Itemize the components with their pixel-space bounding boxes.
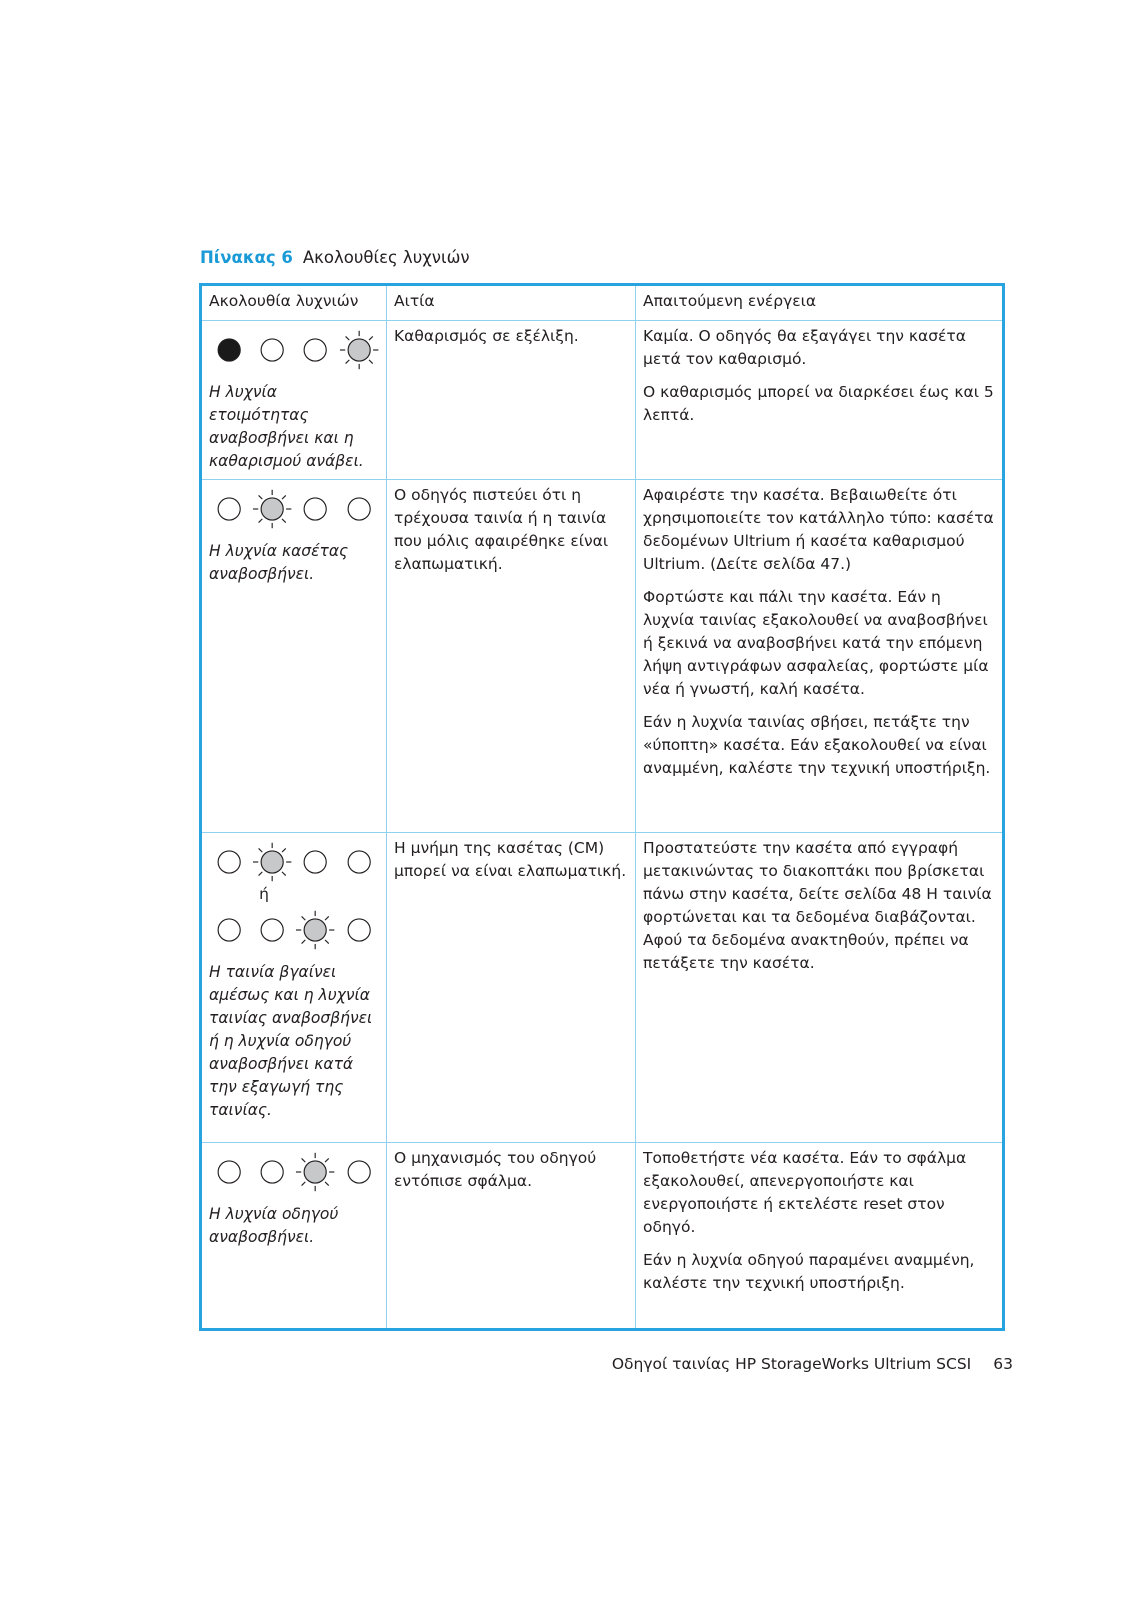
led-off-icon	[209, 1151, 249, 1193]
led-row	[209, 841, 379, 883]
led-description: Η λυχνία κασέτας αναβοσβήνει.	[209, 542, 349, 583]
led-description: Η λυχνία ετοιμότητας αναβοσβήνει και η καθαρισμού ανάβει.	[209, 383, 364, 470]
led-patterns	[209, 841, 379, 951]
led-flashing-icon	[295, 909, 335, 951]
action-cell	[636, 480, 1004, 833]
action-paragraph: Αφαιρέστε την κασέτα. Βεβαιωθείτε ότι χρησιμοποιείτε τον κατάλληλο τύπο: κασέτα δεδομένων Ultrium ή κασέτα καθαρισμού Ultrium. (Δείτε σελίδα 47.)	[643, 486, 994, 573]
led-off-icon	[209, 488, 249, 530]
table-number: Πίνακας 6	[200, 248, 293, 267]
led-sequence-cell	[201, 321, 387, 480]
cause-cell: Ο μηχανισμός του οδηγού εντόπισε σφάλμα.	[387, 1143, 636, 1330]
or-label: ή	[259, 885, 269, 903]
table-title: Ακολουθίες λυχνιών	[302, 248, 470, 267]
page-number: 63	[993, 1355, 1013, 1373]
led-off-icon	[339, 488, 379, 530]
cause-cell: Καθαρισμός σε εξέλιξη.	[387, 321, 636, 480]
led-row	[209, 909, 379, 951]
led-off-icon	[252, 329, 292, 371]
led-off-icon	[339, 909, 379, 951]
action-paragraph: Ο καθαρισμός μπορεί να διαρκέσει έως και 5 λεπτά.	[643, 383, 994, 424]
led-solid-icon	[209, 329, 249, 371]
led-flashing-icon	[252, 488, 292, 530]
led-off-icon	[295, 329, 335, 371]
action-cell	[636, 1143, 1004, 1330]
footer-title: Οδηγοί ταινίας HP StorageWorks Ultrium SCSI	[611, 1355, 972, 1373]
action-paragraph: Εάν η λυχνία ταινίας σβήσει, πετάξτε την «ύποπτη» κασέτα. Εάν εξακολουθεί να είναι αναμμένη, καλέστε την τεχνική υποστήριξη.	[643, 713, 991, 777]
led-sequence-cell	[201, 1143, 387, 1330]
led-flashing-icon	[295, 1151, 335, 1193]
led-sequence-cell	[201, 480, 387, 833]
led-off-icon	[339, 841, 379, 883]
led-sequence-table	[199, 283, 1005, 1331]
table-header-row	[201, 285, 1004, 321]
led-patterns	[209, 1151, 379, 1193]
led-sequence-cell	[201, 833, 387, 1143]
led-off-icon	[209, 841, 249, 883]
page-footer	[612, 1355, 1013, 1373]
action-paragraph: Προστατεύστε την κασέτα από εγγραφή μετακινώντας το διακοπτάκι που βρίσκεται πάνω στην κασέτα, δείτε σελίδα 48 Η ταινία φορτώνεται και τα δεδομένα διαβάζονται. Αφού τα δεδομένα ανακτηθούν, πρέπει να πετάξετε την κασέτα.	[643, 839, 992, 972]
table-caption	[200, 247, 470, 269]
header-required-action: Απαιτούμενη ενέργεια	[636, 285, 1004, 321]
led-off-icon	[295, 841, 335, 883]
header-led-sequence: Ακολουθία λυχνιών	[201, 285, 387, 321]
led-description: Η ταινία βγαίνει αμέσως και η λυχνία ταινίας αναβοσβήνει ή η λυχνία οδηγού αναβοσβήνει κατά την εξαγωγή της ταινίας.	[209, 963, 373, 1119]
action-cell	[636, 321, 1004, 480]
table-row	[201, 480, 1004, 833]
led-patterns	[209, 488, 379, 530]
cause-cell: Ο οδηγός πιστεύει ότι η τρέχουσα ταινία ή η ταινία που μόλις αφαιρέθηκε είναι ελαπωματική.	[387, 480, 636, 833]
table-row	[201, 1143, 1004, 1330]
table-row	[201, 833, 1004, 1143]
led-off-icon	[252, 909, 292, 951]
table-row	[201, 321, 1004, 480]
led-description: Η λυχνία οδηγού αναβοσβήνει.	[209, 1205, 339, 1246]
led-off-icon	[295, 488, 335, 530]
header-cause: Αιτία	[387, 285, 636, 321]
led-row	[209, 329, 379, 371]
action-paragraph: Καμία. Ο οδηγός θα εξαγάγει την κασέτα μετά τον καθαρισμό.	[643, 327, 966, 368]
led-row	[209, 488, 379, 530]
action-cell	[636, 833, 1004, 1143]
led-off-icon	[209, 909, 249, 951]
led-off-icon	[252, 1151, 292, 1193]
led-patterns	[209, 329, 379, 371]
cause-cell: Η μνήμη της κασέτας (CM) μπορεί να είναι ελαπωματική.	[387, 833, 636, 1143]
action-paragraph: Τοποθετήστε νέα κασέτα. Εάν το σφάλμα εξακολουθεί, απενεργοποιήστε και ενεργοποιήστε ή εκτελέστε reset στον οδηγό.	[643, 1149, 967, 1236]
led-flashing-icon	[252, 841, 292, 883]
led-off-icon	[339, 1151, 379, 1193]
action-paragraph: Φορτώστε και πάλι την κασέτα. Εάν η λυχνία ταινίας εξακολουθεί να αναβοσβήνει ή ξεκινά να αναβοσβήνει κατά την επόμενη λήψη αντιγράφων ασφαλείας, φορτώστε μία νέα ή γνωστή, καλή κασέτα.	[643, 588, 989, 698]
action-paragraph: Εάν η λυχνία οδηγού παραμένει αναμμένη, καλέστε την τεχνική υποστήριξη.	[643, 1251, 975, 1292]
led-row	[209, 1151, 379, 1193]
led-flashing-icon	[339, 329, 379, 371]
